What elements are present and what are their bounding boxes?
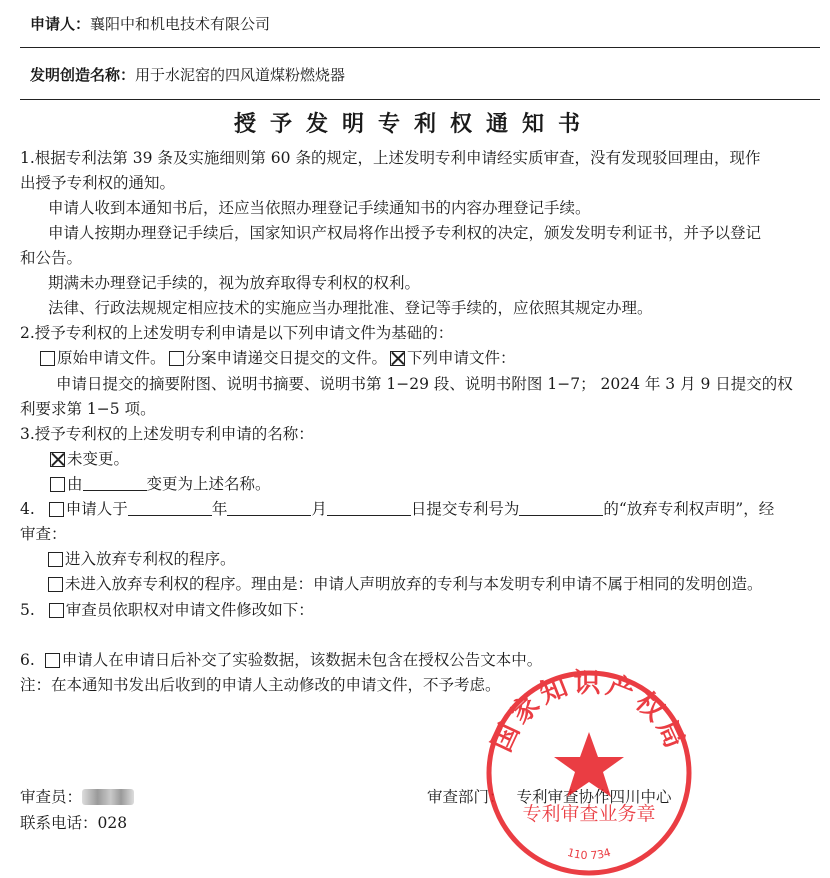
checkbox-not-enter-abandon[interactable] — [48, 577, 63, 592]
s5-label: 审查员依职权对申请文件修改如下： — [65, 601, 314, 619]
blank-year — [128, 501, 212, 516]
checkbox-name-unchanged-checked[interactable] — [50, 452, 65, 467]
s4-row — [20, 497, 774, 519]
s4-opt1-row — [48, 547, 236, 569]
s4-text-c: 的“放弃专利权声明”，经 — [603, 500, 775, 518]
examiner-label: 审查员： — [20, 788, 83, 806]
checkbox-enter-abandon[interactable] — [48, 552, 63, 567]
s2-options — [40, 346, 516, 368]
s2-detail-line1: 申请日提交的摘要附图、说明书摘要、说明书第 1−29 段、说明书附图 1−7； 2024 年 3 月 9 日提交的权 — [56, 375, 793, 393]
header-divider-1 — [20, 47, 820, 48]
s1-line2: 出授予专利权的通知。 — [20, 174, 176, 192]
applicant-row — [30, 13, 270, 34]
phone-value: 028 — [97, 814, 128, 832]
s5-number: 5. — [20, 601, 35, 619]
invention-value: 用于水泥窑的四风道煤粉燃烧器 — [135, 66, 346, 84]
invention-label: 发明创造名称： — [30, 66, 136, 84]
s3-opt1-row — [50, 447, 129, 469]
s1-para4: 期满未办理登记手续的，视为放弃取得专利权的权利。 — [48, 274, 421, 292]
phone-label: 联系电话： — [20, 814, 98, 832]
applicant-label: 申请人： — [30, 15, 91, 33]
checkbox-following-files-checked[interactable] — [390, 351, 405, 366]
s6-label: 申请人在申请日后补交了实验数据，该数据未包含在授权公告文本中。 — [61, 651, 543, 669]
s2-opt2-label: 分案申请递交日提交的文件。 — [185, 349, 388, 367]
s4-text-a: 申请人于 — [65, 500, 128, 518]
s1-line1: 1.根据专利法第 39 条及实施细则第 60 条的规定，上述发明专利申请经实质审查，没有发现驳回理由，现作 — [20, 149, 761, 167]
dept-label: 审查部门： — [427, 788, 505, 806]
examiner-row — [20, 785, 134, 807]
s3-opt2-prefix: 由 — [67, 475, 83, 493]
blank-patent-number — [519, 501, 603, 516]
checkbox-examiner-amend[interactable] — [49, 603, 64, 618]
s3-opt2-suffix: 变更为上述名称。 — [146, 475, 271, 493]
s5-row — [20, 598, 314, 620]
checkbox-supplementary-data[interactable] — [45, 653, 60, 668]
examiner-name-redacted — [82, 789, 134, 805]
s1-para3-line1: 申请人按期办理登记手续后，国家知识产权局将作出授予专利权的决定，颁发发明专利证书，并予以登记 — [48, 224, 762, 242]
s4-line2: 审查： — [20, 525, 67, 543]
official-seal — [484, 668, 694, 878]
s6-row — [20, 648, 542, 670]
s4-year: 年 — [211, 500, 228, 518]
note: 注：在本通知书发出后收到的申请人主动修改的申请文件，不予考虑。 — [20, 676, 501, 694]
s2-opt3-label: 下列申请文件： — [407, 349, 516, 367]
s1-para3-line2: 和公告。 — [20, 249, 83, 267]
star-icon — [554, 732, 624, 797]
s1-para5: 法律、行政法规规定相应技术的实施应当办理批准、登记等手续的，应依照其规定办理。 — [48, 299, 653, 317]
checkbox-original-files[interactable] — [40, 351, 55, 366]
s4-opt2-row — [48, 572, 763, 594]
dept-value: 专利审查协作四川中心 — [516, 788, 672, 806]
s4-opt1-label: 进入放弃专利权的程序。 — [65, 550, 236, 568]
s2-opt1-label: 原始申请文件。 — [57, 349, 166, 367]
seal-inner-text: 专利审查业务章 — [522, 803, 656, 825]
invention-row — [30, 64, 345, 85]
header-divider-2 — [20, 99, 820, 100]
blank-month — [227, 501, 311, 516]
blank-old-name — [83, 476, 147, 491]
s4-text-b: 日提交专利号为 — [410, 500, 520, 518]
checkbox-abandon-declaration[interactable] — [49, 502, 64, 517]
applicant-value: 襄阳中和机电技术有限公司 — [90, 15, 271, 33]
s3-opt2-row — [50, 472, 271, 494]
seal-outer-text: 国家知识产权局 — [486, 668, 692, 757]
s4-number: 4. — [20, 500, 35, 518]
s2-detail-line2: 利要求第 1−5 项。 — [20, 400, 156, 418]
phone-row — [20, 811, 127, 833]
s4-opt2-label: 未进入放弃专利权的程序。理由是：申请人声明放弃的专利与本发明专利申请不属于相同的发明创造。 — [65, 575, 763, 593]
s4-month: 月 — [311, 500, 327, 518]
s6-number: 6. — [20, 651, 35, 669]
blank-day — [327, 501, 411, 516]
document-title: 授予发明专利权通知书 — [234, 111, 595, 137]
s3-heading: 3.授予专利权的上述发明专利申请的名称： — [20, 425, 314, 443]
s3-opt1-label: 未变更。 — [67, 450, 130, 468]
s2-heading: 2.授予专利权的上述发明专利申请是以下列申请文件为基础的： — [20, 324, 454, 342]
s1-para2: 申请人收到本通知书后，还应当依照办理登记手续通知书的内容办理登记手续。 — [48, 199, 591, 217]
checkbox-divisional-files[interactable] — [169, 351, 184, 366]
checkbox-name-changed[interactable] — [50, 477, 65, 492]
seal-code: 110 734 — [565, 845, 613, 863]
